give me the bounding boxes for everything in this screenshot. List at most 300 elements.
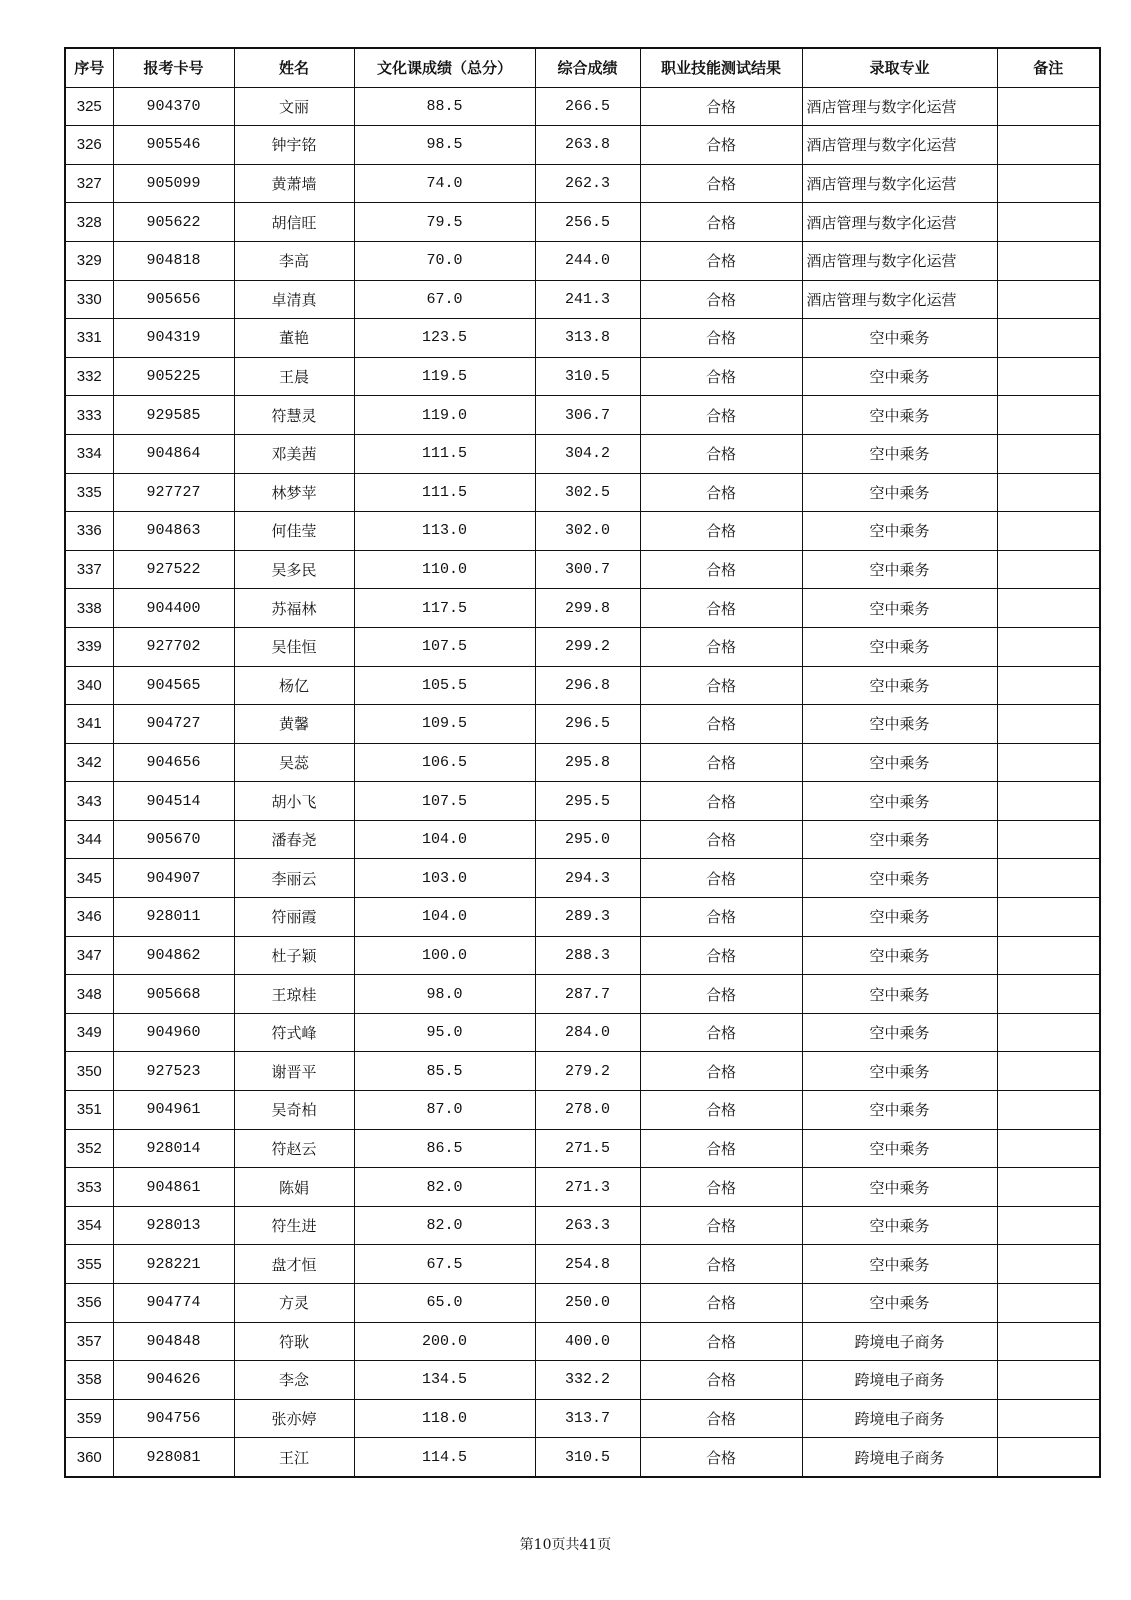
cell-remark: [997, 512, 1100, 551]
cell-name: 吴蕊: [234, 743, 354, 782]
table-row: [65, 280, 1100, 319]
cell-culture-score: 104.0: [354, 898, 535, 937]
cell-card-no: 927523: [113, 1052, 234, 1091]
cell-remark: [997, 1361, 1100, 1400]
cell-culture-score: 200.0: [354, 1322, 535, 1361]
cell-admitted-major: 空中乘务: [802, 782, 997, 821]
cell-seq: 339: [65, 627, 113, 666]
cell-total-score: 263.3: [535, 1206, 640, 1245]
cell-skill-test: 合格: [640, 1284, 802, 1323]
cell-skill-test: 合格: [640, 319, 802, 358]
cell-seq: 358: [65, 1361, 113, 1400]
cell-remark: [997, 1322, 1100, 1361]
cell-admitted-major: 空中乘务: [802, 1206, 997, 1245]
cell-seq: 354: [65, 1206, 113, 1245]
table-row: [65, 126, 1100, 165]
cell-card-no: 904626: [113, 1361, 234, 1400]
cell-skill-test: 合格: [640, 434, 802, 473]
cell-admitted-major: 空中乘务: [802, 627, 997, 666]
cell-seq: 348: [65, 975, 113, 1014]
cell-admitted-major: 空中乘务: [802, 1091, 997, 1130]
cell-culture-score: 95.0: [354, 1013, 535, 1052]
cell-name: 董艳: [234, 319, 354, 358]
cell-culture-score: 74.0: [354, 164, 535, 203]
cell-total-score: 313.7: [535, 1399, 640, 1438]
cell-culture-score: 106.5: [354, 743, 535, 782]
table-row: [65, 473, 1100, 512]
cell-name: 潘春尧: [234, 820, 354, 859]
cell-culture-score: 110.0: [354, 550, 535, 589]
table-row: [65, 550, 1100, 589]
cell-seq: 349: [65, 1013, 113, 1052]
cell-seq: 357: [65, 1322, 113, 1361]
cell-skill-test: 合格: [640, 126, 802, 165]
cell-name: 符赵云: [234, 1129, 354, 1168]
table-row: [65, 782, 1100, 821]
cell-skill-test: 合格: [640, 820, 802, 859]
cell-name: 黄馨: [234, 705, 354, 744]
cell-total-score: 262.3: [535, 164, 640, 203]
cell-name: 符耿: [234, 1322, 354, 1361]
cell-culture-score: 70.0: [354, 241, 535, 280]
table-row: [65, 1245, 1100, 1284]
cell-name: 吴佳恒: [234, 627, 354, 666]
cell-remark: [997, 1438, 1100, 1477]
cell-card-no: 904565: [113, 666, 234, 705]
cell-name: 盘才恒: [234, 1245, 354, 1284]
table-row: [65, 666, 1100, 705]
cell-remark: [997, 743, 1100, 782]
cell-skill-test: 合格: [640, 975, 802, 1014]
cell-remark: [997, 550, 1100, 589]
cell-name: 邓美茜: [234, 434, 354, 473]
header-skill-test: 职业技能测试结果: [640, 48, 802, 87]
cell-seq: 343: [65, 782, 113, 821]
cell-seq: 327: [65, 164, 113, 203]
table-row: [65, 1361, 1100, 1400]
cell-card-no: 928011: [113, 898, 234, 937]
cell-admitted-major: 空中乘务: [802, 473, 997, 512]
cell-total-score: 271.5: [535, 1129, 640, 1168]
cell-name: 方灵: [234, 1284, 354, 1323]
cell-name: 卓清真: [234, 280, 354, 319]
cell-admitted-major: 酒店管理与数字化运营: [802, 203, 997, 242]
cell-culture-score: 107.5: [354, 627, 535, 666]
cell-remark: [997, 1168, 1100, 1207]
cell-name: 谢晋平: [234, 1052, 354, 1091]
cell-name: 李丽云: [234, 859, 354, 898]
cell-seq: 340: [65, 666, 113, 705]
cell-total-score: 296.8: [535, 666, 640, 705]
cell-culture-score: 65.0: [354, 1284, 535, 1323]
cell-skill-test: 合格: [640, 936, 802, 975]
cell-seq: 350: [65, 1052, 113, 1091]
cell-seq: 353: [65, 1168, 113, 1207]
cell-skill-test: 合格: [640, 666, 802, 705]
header-total-score: 综合成绩: [535, 48, 640, 87]
cell-skill-test: 合格: [640, 203, 802, 242]
table-row: [65, 319, 1100, 358]
cell-remark: [997, 1284, 1100, 1323]
cell-culture-score: 67.5: [354, 1245, 535, 1284]
cell-total-score: 306.7: [535, 396, 640, 435]
cell-culture-score: 119.5: [354, 357, 535, 396]
cell-remark: [997, 859, 1100, 898]
cell-total-score: 299.8: [535, 589, 640, 628]
cell-admitted-major: 空中乘务: [802, 936, 997, 975]
cell-admitted-major: 跨境电子商务: [802, 1322, 997, 1361]
table-row: [65, 627, 1100, 666]
cell-total-score: 400.0: [535, 1322, 640, 1361]
cell-name: 胡信旺: [234, 203, 354, 242]
cell-card-no: 904514: [113, 782, 234, 821]
cell-culture-score: 109.5: [354, 705, 535, 744]
cell-skill-test: 合格: [640, 705, 802, 744]
cell-skill-test: 合格: [640, 280, 802, 319]
header-admitted-major: 录取专业: [802, 48, 997, 87]
cell-admitted-major: 跨境电子商务: [802, 1361, 997, 1400]
cell-total-score: 287.7: [535, 975, 640, 1014]
cell-skill-test: 合格: [640, 512, 802, 551]
cell-admitted-major: 空中乘务: [802, 666, 997, 705]
cell-admitted-major: 空中乘务: [802, 820, 997, 859]
cell-seq: 338: [65, 589, 113, 628]
cell-total-score: 302.5: [535, 473, 640, 512]
cell-name: 何佳莹: [234, 512, 354, 551]
table-row: [65, 1091, 1100, 1130]
cell-admitted-major: 空中乘务: [802, 1168, 997, 1207]
cell-total-score: 295.0: [535, 820, 640, 859]
cell-name: 吴多民: [234, 550, 354, 589]
cell-remark: [997, 589, 1100, 628]
table-row: [65, 589, 1100, 628]
cell-seq: 352: [65, 1129, 113, 1168]
table-body: [65, 87, 1100, 1477]
cell-skill-test: 合格: [640, 1013, 802, 1052]
cell-total-score: 332.2: [535, 1361, 640, 1400]
cell-remark: [997, 473, 1100, 512]
cell-culture-score: 111.5: [354, 473, 535, 512]
cell-admitted-major: 跨境电子商务: [802, 1438, 997, 1477]
cell-total-score: 244.0: [535, 241, 640, 280]
cell-remark: [997, 1013, 1100, 1052]
header-seq: 序号: [65, 48, 113, 87]
cell-culture-score: 134.5: [354, 1361, 535, 1400]
cell-card-no: 904960: [113, 1013, 234, 1052]
cell-culture-score: 88.5: [354, 87, 535, 126]
cell-seq: 333: [65, 396, 113, 435]
cell-name: 吴奇柏: [234, 1091, 354, 1130]
cell-card-no: 905622: [113, 203, 234, 242]
cell-culture-score: 98.0: [354, 975, 535, 1014]
cell-total-score: 294.3: [535, 859, 640, 898]
cell-skill-test: 合格: [640, 627, 802, 666]
cell-admitted-major: 酒店管理与数字化运营: [802, 126, 997, 165]
cell-skill-test: 合格: [640, 1322, 802, 1361]
table-row: [65, 87, 1100, 126]
table-row: [65, 241, 1100, 280]
cell-seq: 341: [65, 705, 113, 744]
cell-admitted-major: 空中乘务: [802, 705, 997, 744]
table-row: [65, 743, 1100, 782]
cell-name: 陈娟: [234, 1168, 354, 1207]
cell-card-no: 904848: [113, 1322, 234, 1361]
cell-admitted-major: 空中乘务: [802, 434, 997, 473]
cell-remark: [997, 975, 1100, 1014]
cell-admitted-major: 酒店管理与数字化运营: [802, 280, 997, 319]
cell-card-no: 928013: [113, 1206, 234, 1245]
cell-culture-score: 104.0: [354, 820, 535, 859]
cell-admitted-major: 空中乘务: [802, 859, 997, 898]
cell-name: 胡小飞: [234, 782, 354, 821]
cell-skill-test: 合格: [640, 241, 802, 280]
cell-seq: 325: [65, 87, 113, 126]
cell-skill-test: 合格: [640, 1245, 802, 1284]
cell-skill-test: 合格: [640, 1052, 802, 1091]
cell-skill-test: 合格: [640, 396, 802, 435]
cell-seq: 329: [65, 241, 113, 280]
cell-total-score: 304.2: [535, 434, 640, 473]
cell-name: 黄萧墙: [234, 164, 354, 203]
cell-name: 符式峰: [234, 1013, 354, 1052]
cell-card-no: 928081: [113, 1438, 234, 1477]
table-row: [65, 898, 1100, 937]
cell-total-score: 313.8: [535, 319, 640, 358]
cell-remark: [997, 936, 1100, 975]
cell-admitted-major: 空中乘务: [802, 1013, 997, 1052]
table-row: [65, 434, 1100, 473]
cell-culture-score: 114.5: [354, 1438, 535, 1477]
cell-admitted-major: 空中乘务: [802, 1052, 997, 1091]
table-row: [65, 1168, 1100, 1207]
cell-card-no: 904961: [113, 1091, 234, 1130]
cell-skill-test: 合格: [640, 1168, 802, 1207]
cell-card-no: 904864: [113, 434, 234, 473]
cell-card-no: 904863: [113, 512, 234, 551]
cell-remark: [997, 280, 1100, 319]
cell-admitted-major: 空中乘务: [802, 512, 997, 551]
cell-remark: [997, 396, 1100, 435]
table-row: [65, 396, 1100, 435]
cell-seq: 328: [65, 203, 113, 242]
cell-card-no: 928221: [113, 1245, 234, 1284]
table-row: [65, 705, 1100, 744]
table-row: [65, 1399, 1100, 1438]
cell-seq: 345: [65, 859, 113, 898]
cell-remark: [997, 1245, 1100, 1284]
cell-remark: [997, 357, 1100, 396]
cell-seq: 347: [65, 936, 113, 975]
cell-remark: [997, 434, 1100, 473]
cell-skill-test: 合格: [640, 1091, 802, 1130]
cell-remark: [997, 126, 1100, 165]
cell-seq: 326: [65, 126, 113, 165]
cell-card-no: 927727: [113, 473, 234, 512]
header-remark: 备注: [997, 48, 1100, 87]
cell-remark: [997, 241, 1100, 280]
cell-skill-test: 合格: [640, 87, 802, 126]
cell-card-no: 904756: [113, 1399, 234, 1438]
cell-culture-score: 107.5: [354, 782, 535, 821]
cell-seq: 356: [65, 1284, 113, 1323]
cell-total-score: 284.0: [535, 1013, 640, 1052]
header-card-no: 报考卡号: [113, 48, 234, 87]
cell-seq: 331: [65, 319, 113, 358]
table-row: [65, 1284, 1100, 1323]
cell-seq: 336: [65, 512, 113, 551]
cell-total-score: 289.3: [535, 898, 640, 937]
cell-card-no: 905546: [113, 126, 234, 165]
table-row: [65, 859, 1100, 898]
cell-name: 李念: [234, 1361, 354, 1400]
cell-total-score: 310.5: [535, 357, 640, 396]
table-row: [65, 1052, 1100, 1091]
cell-remark: [997, 1052, 1100, 1091]
cell-skill-test: 合格: [640, 859, 802, 898]
cell-culture-score: 85.5: [354, 1052, 535, 1091]
cell-remark: [997, 820, 1100, 859]
cell-card-no: 904727: [113, 705, 234, 744]
cell-total-score: 288.3: [535, 936, 640, 975]
cell-seq: 332: [65, 357, 113, 396]
cell-skill-test: 合格: [640, 782, 802, 821]
cell-remark: [997, 1091, 1100, 1130]
cell-card-no: 904862: [113, 936, 234, 975]
cell-seq: 355: [65, 1245, 113, 1284]
cell-total-score: 296.5: [535, 705, 640, 744]
cell-name: 杜子颖: [234, 936, 354, 975]
cell-seq: 330: [65, 280, 113, 319]
cell-card-no: 904818: [113, 241, 234, 280]
cell-card-no: 904370: [113, 87, 234, 126]
cell-remark: [997, 666, 1100, 705]
cell-culture-score: 119.0: [354, 396, 535, 435]
cell-culture-score: 87.0: [354, 1091, 535, 1130]
cell-remark: [997, 705, 1100, 744]
cell-skill-test: 合格: [640, 1206, 802, 1245]
cell-card-no: 905225: [113, 357, 234, 396]
cell-seq: 346: [65, 898, 113, 937]
cell-remark: [997, 319, 1100, 358]
table-row: [65, 820, 1100, 859]
cell-name: 王晨: [234, 357, 354, 396]
cell-card-no: 904907: [113, 859, 234, 898]
cell-remark: [997, 898, 1100, 937]
cell-skill-test: 合格: [640, 550, 802, 589]
cell-total-score: 256.5: [535, 203, 640, 242]
cell-card-no: 904774: [113, 1284, 234, 1323]
cell-total-score: 271.3: [535, 1168, 640, 1207]
cell-admitted-major: 空中乘务: [802, 589, 997, 628]
cell-total-score: 295.5: [535, 782, 640, 821]
cell-admitted-major: 空中乘务: [802, 396, 997, 435]
page-number-footer: 第10页共41页: [519, 1537, 612, 1553]
cell-skill-test: 合格: [640, 898, 802, 937]
table-row: [65, 203, 1100, 242]
table-header-row: [65, 48, 1100, 87]
cell-culture-score: 82.0: [354, 1206, 535, 1245]
table-row: [65, 164, 1100, 203]
cell-culture-score: 111.5: [354, 434, 535, 473]
cell-skill-test: 合格: [640, 473, 802, 512]
cell-skill-test: 合格: [640, 164, 802, 203]
cell-seq: 334: [65, 434, 113, 473]
cell-admitted-major: 空中乘务: [802, 898, 997, 937]
cell-total-score: 254.8: [535, 1245, 640, 1284]
cell-admitted-major: 空中乘务: [802, 975, 997, 1014]
cell-total-score: 295.8: [535, 743, 640, 782]
cell-remark: [997, 782, 1100, 821]
cell-card-no: 905670: [113, 820, 234, 859]
cell-admitted-major: 酒店管理与数字化运营: [802, 241, 997, 280]
cell-skill-test: 合格: [640, 589, 802, 628]
header-name: 姓名: [234, 48, 354, 87]
cell-remark: [997, 1399, 1100, 1438]
cell-seq: 351: [65, 1091, 113, 1130]
table-row: [65, 512, 1100, 551]
cell-skill-test: 合格: [640, 1399, 802, 1438]
cell-card-no: 927522: [113, 550, 234, 589]
cell-name: 王江: [234, 1438, 354, 1477]
cell-name: 苏福林: [234, 589, 354, 628]
cell-admitted-major: 空中乘务: [802, 1245, 997, 1284]
cell-culture-score: 86.5: [354, 1129, 535, 1168]
cell-card-no: 905656: [113, 280, 234, 319]
cell-total-score: 299.2: [535, 627, 640, 666]
cell-card-no: 927702: [113, 627, 234, 666]
cell-name: 钟宇铭: [234, 126, 354, 165]
cell-total-score: 278.0: [535, 1091, 640, 1130]
cell-card-no: 904656: [113, 743, 234, 782]
table-row: [65, 1129, 1100, 1168]
cell-name: 王琼桂: [234, 975, 354, 1014]
table-row: [65, 1438, 1100, 1477]
cell-remark: [997, 627, 1100, 666]
cell-skill-test: 合格: [640, 743, 802, 782]
cell-name: 李高: [234, 241, 354, 280]
cell-admitted-major: 空中乘务: [802, 319, 997, 358]
cell-total-score: 300.7: [535, 550, 640, 589]
cell-name: 林梦苹: [234, 473, 354, 512]
cell-total-score: 279.2: [535, 1052, 640, 1091]
cell-total-score: 263.8: [535, 126, 640, 165]
cell-card-no: 905099: [113, 164, 234, 203]
cell-seq: 335: [65, 473, 113, 512]
cell-culture-score: 118.0: [354, 1399, 535, 1438]
cell-seq: 360: [65, 1438, 113, 1477]
cell-skill-test: 合格: [640, 1438, 802, 1477]
cell-admitted-major: 空中乘务: [802, 550, 997, 589]
cell-admitted-major: 空中乘务: [802, 1284, 997, 1323]
header-culture-score: 文化课成绩（总分）: [354, 48, 535, 87]
cell-card-no: 904319: [113, 319, 234, 358]
cell-total-score: 310.5: [535, 1438, 640, 1477]
cell-card-no: 904861: [113, 1168, 234, 1207]
cell-name: 符生进: [234, 1206, 354, 1245]
cell-skill-test: 合格: [640, 1129, 802, 1168]
cell-culture-score: 82.0: [354, 1168, 535, 1207]
table-row: [65, 1322, 1100, 1361]
table-row: [65, 936, 1100, 975]
cell-skill-test: 合格: [640, 357, 802, 396]
cell-culture-score: 103.0: [354, 859, 535, 898]
cell-total-score: 250.0: [535, 1284, 640, 1323]
table-row: [65, 357, 1100, 396]
cell-culture-score: 117.5: [354, 589, 535, 628]
cell-culture-score: 123.5: [354, 319, 535, 358]
cell-name: 文丽: [234, 87, 354, 126]
cell-seq: 359: [65, 1399, 113, 1438]
